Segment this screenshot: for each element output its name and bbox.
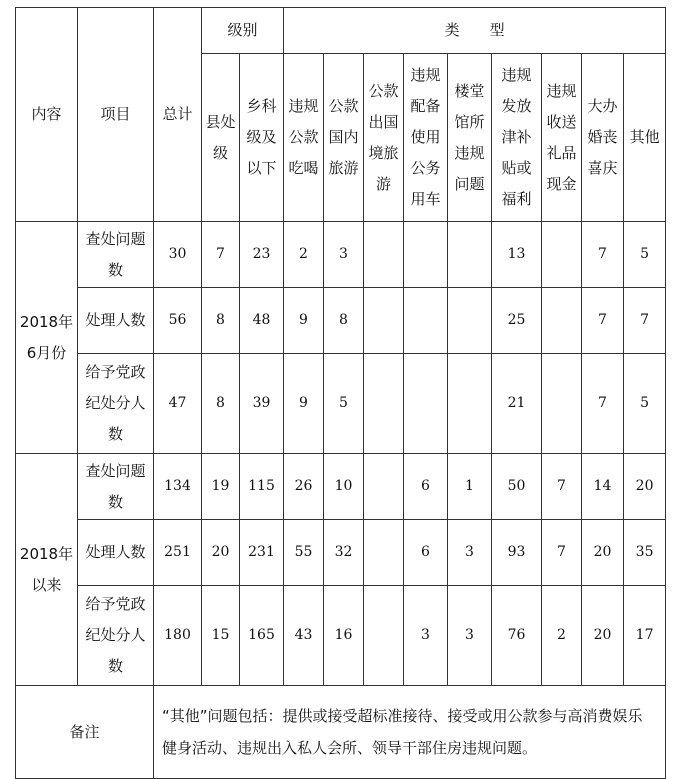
cell-line: 游 xyxy=(376,174,392,193)
cell-line: 数 xyxy=(107,492,123,511)
cell-line: 馆所 xyxy=(454,112,485,131)
header-type-col xyxy=(364,54,404,222)
value-cell: 251 xyxy=(154,520,202,586)
cell-line: 大办 xyxy=(587,97,618,115)
cell-line: 给予党政 xyxy=(85,595,146,613)
value-cell: 15 xyxy=(202,586,240,686)
header-type-col xyxy=(542,54,582,222)
value-cell: 134 xyxy=(154,454,202,520)
value-cell: 7 xyxy=(582,354,624,454)
value-cell: 9 xyxy=(284,288,324,354)
cell-line: 贴或 xyxy=(501,159,532,177)
value-cell: 8 xyxy=(324,288,364,354)
header-total: 总计 xyxy=(154,8,202,222)
value-cell: 30 xyxy=(154,222,202,288)
value-cell: 7 xyxy=(582,222,624,288)
value-cell: 9 xyxy=(284,354,324,454)
value-cell: 2 xyxy=(284,222,324,288)
cell-line: 乡科 xyxy=(246,97,277,115)
row-item xyxy=(78,454,154,520)
cell-line: 现金 xyxy=(546,174,577,193)
value-cell: 1 xyxy=(448,454,492,520)
value-cell: 32 xyxy=(324,520,364,586)
value-cell: 6 xyxy=(404,454,448,520)
cell-line: 收送 xyxy=(546,112,577,131)
cell-line: 国内 xyxy=(328,128,359,146)
value-cell: 5 xyxy=(324,354,364,454)
value-cell: 50 xyxy=(492,454,542,520)
cell-line: 2018年 xyxy=(19,544,74,563)
cell-line: 违规 xyxy=(546,81,577,100)
cell-line: 公款 xyxy=(328,97,359,115)
cell-line: 境旅 xyxy=(368,143,399,162)
header-type-col xyxy=(448,54,492,222)
value-cell: 47 xyxy=(154,354,202,454)
header-row xyxy=(16,8,666,54)
table-row xyxy=(16,586,666,686)
cell-line: 数 xyxy=(107,657,123,675)
value-cell: 7 xyxy=(542,454,582,520)
header-type: 类 型 xyxy=(284,8,666,54)
header-type-col xyxy=(284,54,324,222)
group-label xyxy=(16,454,78,686)
cell-line: 楼堂 xyxy=(454,81,485,100)
cell-line: 级及 xyxy=(246,128,277,146)
value-cell xyxy=(364,520,404,586)
value-cell: 35 xyxy=(624,520,666,586)
value-cell: 39 xyxy=(240,354,284,454)
value-cell: 3 xyxy=(448,520,492,586)
value-cell: 56 xyxy=(154,288,202,354)
cell-line: 问题 xyxy=(454,174,485,193)
cell-line: 县处 xyxy=(205,112,236,131)
cell-line: 配备 xyxy=(410,97,441,115)
value-cell: 76 xyxy=(492,586,542,686)
value-cell xyxy=(364,288,404,354)
cell-line: 出国 xyxy=(368,112,399,131)
value-cell: 48 xyxy=(240,288,284,354)
value-cell: 13 xyxy=(492,222,542,288)
value-cell xyxy=(404,222,448,288)
value-cell: 20 xyxy=(582,586,624,686)
value-cell xyxy=(404,288,448,354)
value-cell: 14 xyxy=(582,454,624,520)
header-level-col xyxy=(240,54,284,222)
cell-line: 违规 xyxy=(454,143,485,162)
cell-line: 纪处分人 xyxy=(85,626,146,644)
cell-line: 数 xyxy=(107,425,123,443)
value-cell xyxy=(364,454,404,520)
value-cell: 93 xyxy=(492,520,542,586)
value-cell: 3 xyxy=(324,222,364,288)
value-cell: 165 xyxy=(240,586,284,686)
note-label: 备注 xyxy=(16,686,154,779)
cell-line: 处理人数 xyxy=(85,311,146,329)
value-cell xyxy=(542,288,582,354)
row-item xyxy=(78,586,154,686)
value-cell: 7 xyxy=(202,222,240,288)
value-cell: 20 xyxy=(582,520,624,586)
cell-line: 福利 xyxy=(501,190,532,208)
cell-line: 发放 xyxy=(501,97,532,115)
header-type-col xyxy=(324,54,364,222)
value-cell: 17 xyxy=(624,586,666,686)
value-cell: 55 xyxy=(284,520,324,586)
cell-line: 公款 xyxy=(368,81,399,100)
cell-line: 处理人数 xyxy=(85,543,146,561)
cell-line: 以来 xyxy=(31,575,62,594)
table-row xyxy=(16,354,666,454)
value-cell: 43 xyxy=(284,586,324,686)
cell-line: 违规 xyxy=(410,66,441,84)
note-row xyxy=(16,686,666,779)
table-row xyxy=(16,288,666,354)
value-cell: 23 xyxy=(240,222,284,288)
value-cell: 7 xyxy=(624,288,666,354)
statistics-table xyxy=(15,7,666,779)
header-item: 项目 xyxy=(78,8,154,222)
cell-line: 用车 xyxy=(410,190,441,208)
cell-line: 使用 xyxy=(410,128,441,146)
cell-line: 违规 xyxy=(288,97,319,115)
value-cell xyxy=(542,222,582,288)
value-cell: 8 xyxy=(202,288,240,354)
value-cell: 25 xyxy=(492,288,542,354)
cell-line: 级 xyxy=(212,143,228,162)
header-content: 内容 xyxy=(16,8,78,222)
cell-line: 违规 xyxy=(501,66,532,84)
header-type-col xyxy=(624,54,666,222)
header-type-col xyxy=(492,54,542,222)
value-cell: 21 xyxy=(492,354,542,454)
cell-line: 以下 xyxy=(246,159,277,177)
header-level-col xyxy=(202,54,240,222)
cell-line: 纪处分人 xyxy=(85,394,146,412)
value-cell: 180 xyxy=(154,586,202,686)
cell-line: 6月份 xyxy=(26,343,67,362)
table-row xyxy=(16,520,666,586)
cell-line: 礼品 xyxy=(546,143,577,162)
value-cell: 6 xyxy=(404,520,448,586)
row-item xyxy=(78,354,154,454)
value-cell: 3 xyxy=(404,586,448,686)
value-cell: 7 xyxy=(582,288,624,354)
row-item xyxy=(78,288,154,354)
cell-line: 津补 xyxy=(501,128,532,146)
header-level: 级别 xyxy=(202,8,284,54)
group-label xyxy=(16,222,78,454)
header-type-col xyxy=(404,54,448,222)
cell-line: 公款 xyxy=(288,128,319,146)
cell-line: 其他 xyxy=(629,128,660,146)
value-cell xyxy=(448,354,492,454)
value-cell: 16 xyxy=(324,586,364,686)
cell-line: 查处问题 xyxy=(85,229,146,248)
value-cell: 10 xyxy=(324,454,364,520)
table-row xyxy=(16,454,666,520)
value-cell: 19 xyxy=(202,454,240,520)
cell-line: 公务 xyxy=(410,159,441,177)
value-cell xyxy=(542,354,582,454)
value-cell xyxy=(364,586,404,686)
cell-line: 吃喝 xyxy=(288,159,319,177)
value-cell: 5 xyxy=(624,222,666,288)
value-cell: 20 xyxy=(624,454,666,520)
cell-line: 喜庆 xyxy=(587,159,618,177)
value-cell: 231 xyxy=(240,520,284,586)
value-cell: 115 xyxy=(240,454,284,520)
value-cell: 7 xyxy=(542,520,582,586)
cell-line: 数 xyxy=(107,260,123,279)
value-cell: 20 xyxy=(202,520,240,586)
value-cell: 3 xyxy=(448,586,492,686)
value-cell xyxy=(404,354,448,454)
cell-line: 查处问题 xyxy=(85,461,146,480)
value-cell: 2 xyxy=(542,586,582,686)
table-row xyxy=(16,222,666,288)
cell-line: 2018年 xyxy=(19,312,74,331)
cell-line: 婚丧 xyxy=(587,128,618,146)
value-cell xyxy=(364,354,404,454)
cell-line: 给予党政 xyxy=(85,363,146,381)
value-cell: 8 xyxy=(202,354,240,454)
value-cell xyxy=(448,288,492,354)
header-type-col xyxy=(582,54,624,222)
value-cell: 5 xyxy=(624,354,666,454)
value-cell xyxy=(364,222,404,288)
note-text: “其他”问题包括：提供或接受超标准接待、接受或用公款参与高消费娱乐健身活动、违规出入私人会所、领导干部住房违规问题。 xyxy=(154,686,666,779)
value-cell: 26 xyxy=(284,454,324,520)
cell-line: 旅游 xyxy=(328,159,359,177)
value-cell xyxy=(448,222,492,288)
row-item xyxy=(78,222,154,288)
row-item xyxy=(78,520,154,586)
